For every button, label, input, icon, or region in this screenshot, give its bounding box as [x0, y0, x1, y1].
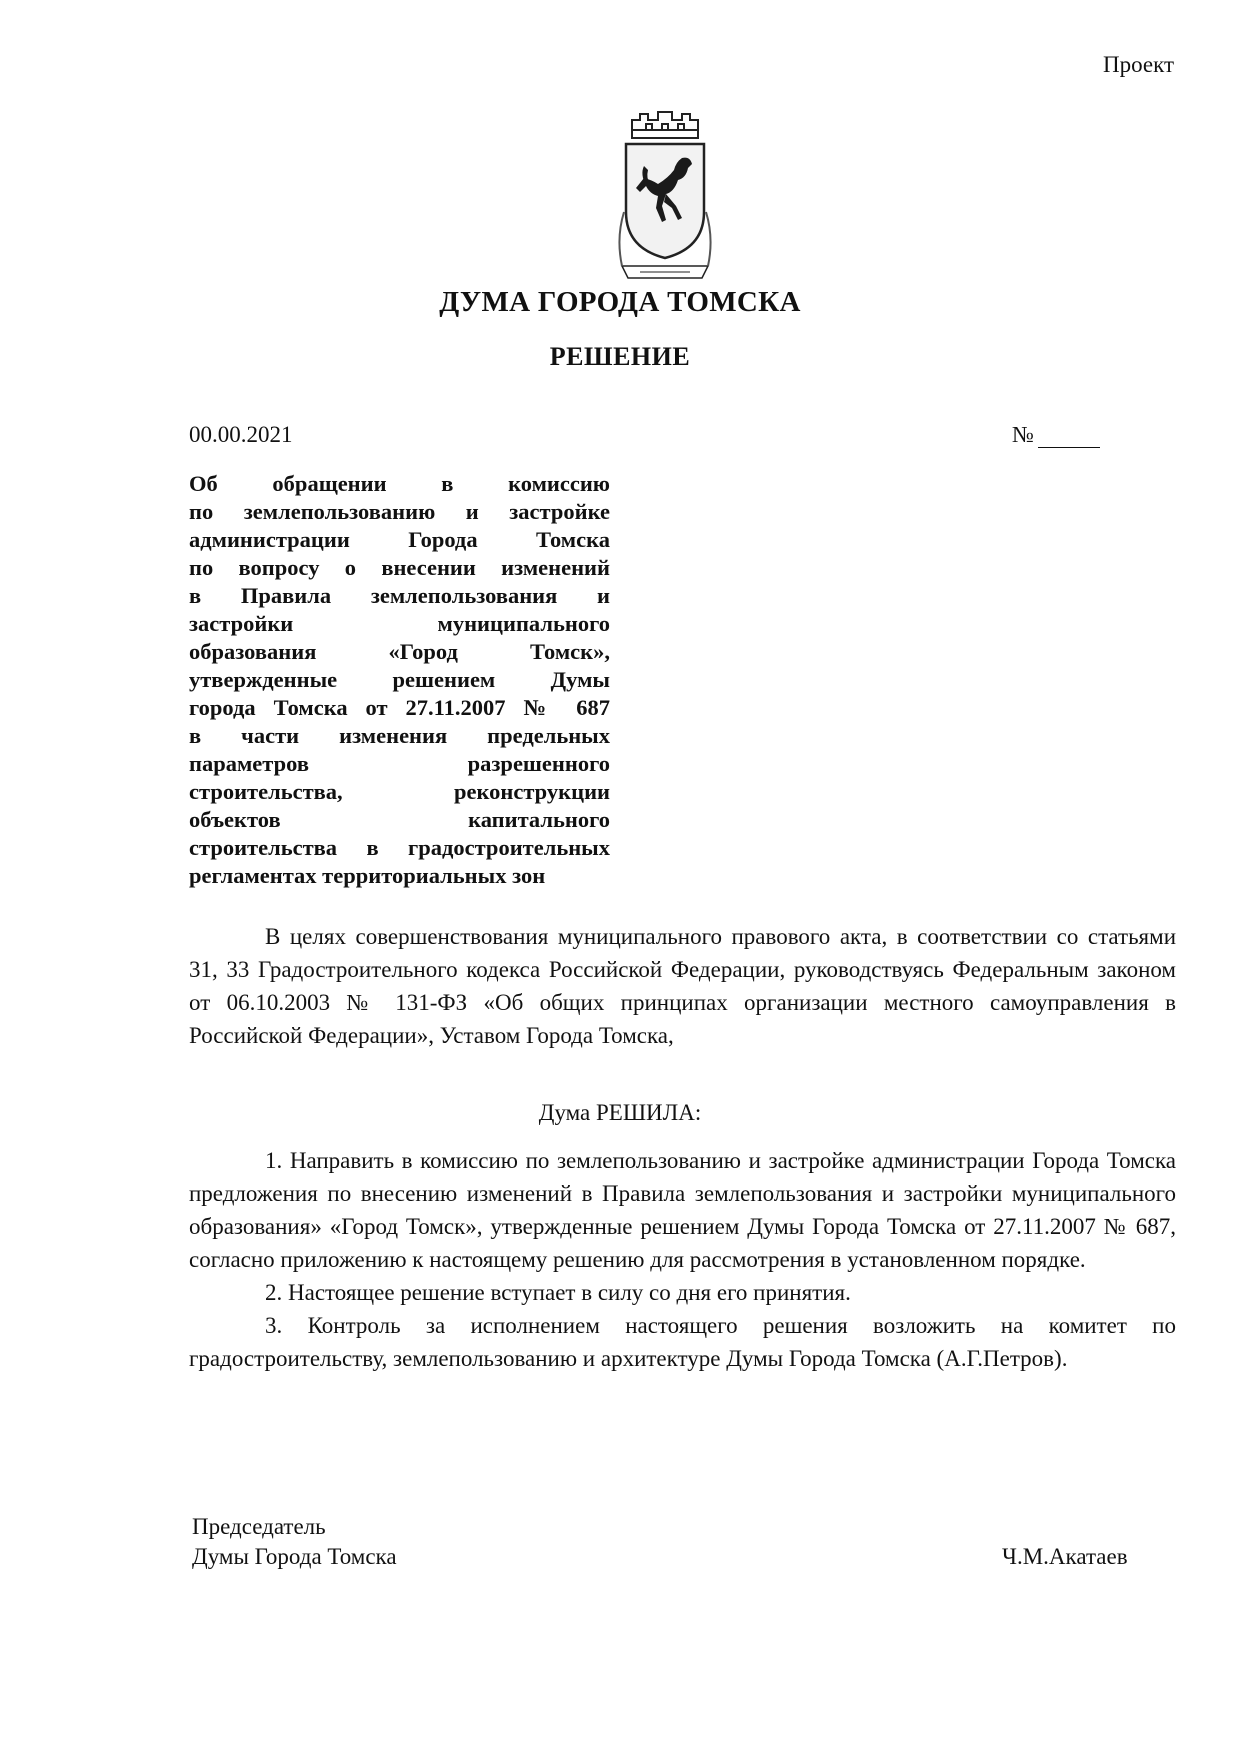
preamble	[189, 920, 1176, 1052]
title-line: образования «Город Томск»,	[189, 639, 610, 664]
title-line: по землепользованию и застройке	[189, 499, 610, 524]
title-line: застройки муниципального	[189, 611, 610, 636]
title-line: по вопросу о внесении изменений	[189, 555, 610, 580]
document-number	[1012, 422, 1100, 448]
title-line: регламентах территориальных зон	[189, 863, 546, 888]
number-blank-field	[1038, 427, 1100, 448]
title-line: в части изменения предельных	[189, 723, 610, 748]
decision-item: 1. Направить в комиссию по землепользованию и застройке администрации Города Томска предложения по внесению изменений в Правила землепользования и застройки муниципального образования» «Город Томск», утвержденные решением Думы Города Томска от 27.11.2007 № 687, согласно приложению к настоящему решению для рассмотрения в установленном порядке.	[189, 1148, 1176, 1272]
title-line: администрации Города Томска	[189, 527, 610, 552]
title-line: города Томска от 27.11.2007 № 687	[189, 695, 610, 720]
document-title	[189, 470, 610, 890]
document-type-heading: РЕШЕНИЕ	[549, 342, 691, 371]
signature-position	[192, 1512, 397, 1572]
title-line: параметров разрешенного	[189, 751, 610, 776]
document-date: 00.00.2021	[189, 422, 293, 447]
signature-position-line: Думы Города Томска	[192, 1544, 397, 1569]
decided-heading: Дума РЕШИЛА:	[538, 1100, 702, 1125]
title-line: строительства в градостроительных	[189, 835, 610, 860]
decision-item: 2. Настоящее решение вступает в силу со дня его принятия.	[265, 1280, 851, 1305]
signature-position-line: Председатель	[192, 1514, 326, 1539]
decision-items	[189, 1144, 1176, 1375]
number-label: №	[1012, 422, 1034, 447]
title-line: в Правила землепользования и	[189, 583, 610, 608]
title-line: объектов капитального	[189, 807, 610, 832]
decision-item: 3. Контроль за исполнением настоящего решения возложить на комитет по градостроительству, землепользованию и архитектуре Думы Города Томска (А.Г.Петров).	[189, 1313, 1176, 1371]
document-status-label: Проект	[1102, 52, 1174, 77]
coat-of-arms-icon	[616, 108, 714, 284]
signatory-name: Ч.М.Акатаев	[1002, 1544, 1128, 1569]
title-line: утвержденные решением Думы	[189, 667, 610, 692]
preamble-paragraph: В целях совершенствования муниципального правового акта, в соответствии со статьями 31, 33 Градостроительного кодекса Российской Федерации, руководствуясь Федеральным законом от 06.10.2003 № 131-ФЗ «Об общих принципах организации местного самоуправления в Российской Федерации», Уставом Города Томска,	[189, 924, 1176, 1048]
organization-heading: ДУМА ГОРОДА ТОМСКА	[439, 286, 801, 318]
title-line: строительства, реконструкции	[189, 779, 610, 804]
title-line: Об обращении в комиссию	[189, 471, 610, 496]
